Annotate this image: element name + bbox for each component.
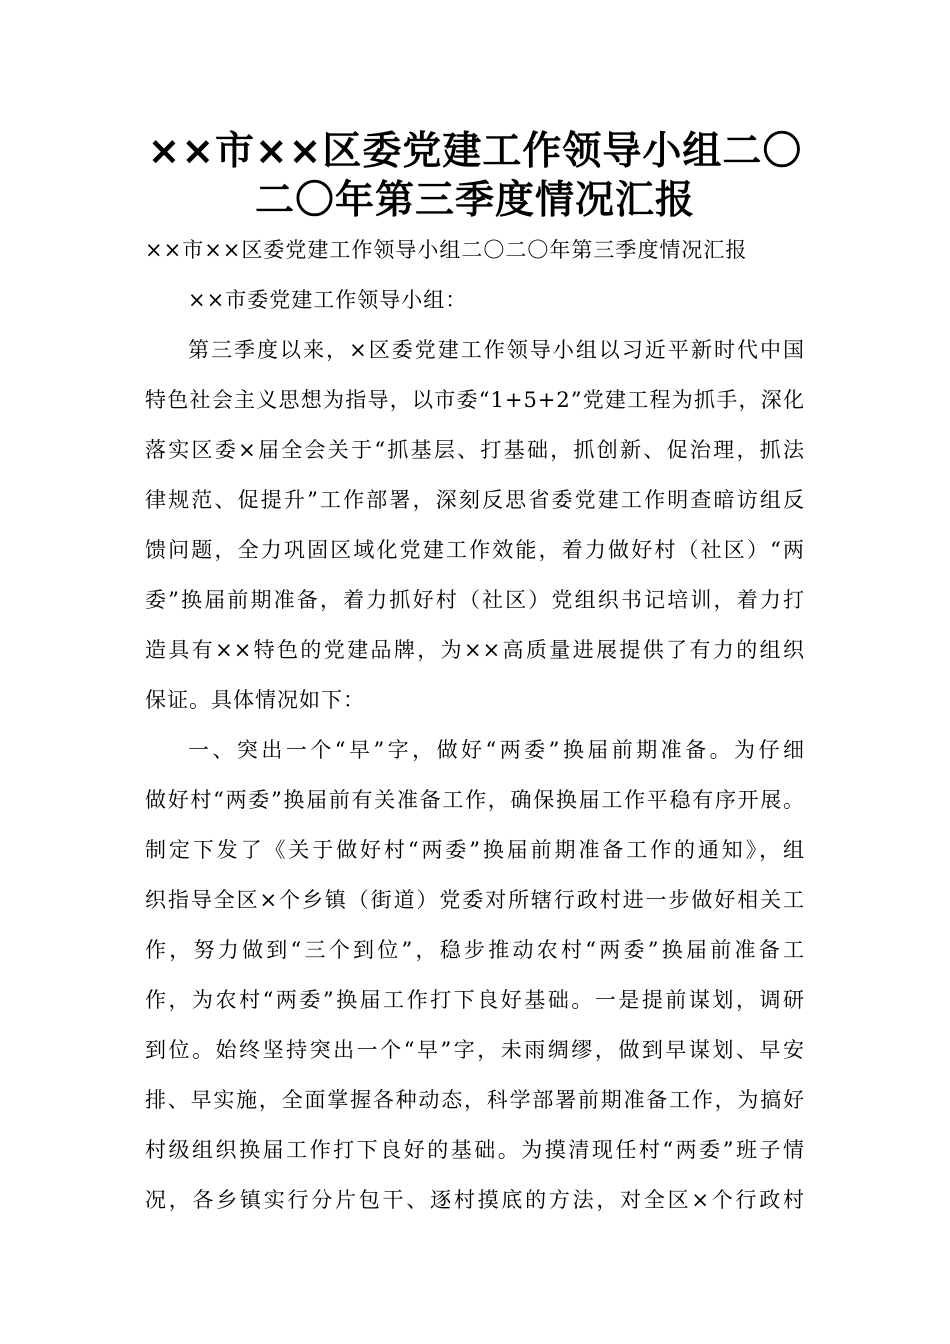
paragraph-1-line: 馈问题，全力巩固区域化党建工作效能，着力做好村（社区）“两 [145,538,805,562]
paragraph-1-line: 第三季度以来，×区委党建工作领导小组以习近平新时代中国 [188,338,805,362]
document-title-line-2: 二〇年第三季度情况汇报 [254,178,695,223]
paragraph-1-line: 律规范、促提升”工作部署，深刻反思省委党建工作明查暗访组反 [145,488,805,512]
paragraph-2-line: 作，努力做到“三个到位”，稳步推动农村“两委”换届前准备工 [145,938,805,962]
paragraph-2-line: 作，为农村“两委”换届工作打下良好基础。一是提前谋划，调研 [145,988,805,1012]
paragraph-2-line: 做好村“两委”换届前有关准备工作，确保换届工作平稳有序开展。 [145,788,805,812]
salutation: ××市委党建工作领导小组： [188,288,468,312]
paragraph-2-line: 村级组织换届工作打下良好的基础。为摸清现任村“两委”班子情 [145,1138,805,1162]
paragraph-2-line: 织指导全区×个乡镇（街道）党委对所辖行政村进一步做好相关工 [145,888,805,912]
paragraph-1-line: 特色社会主义思想为指导，以市委“1+5+2”党建工程为抓手，深化 [145,388,805,412]
paragraph-2-line: 一、突出一个“早”字，做好“两委”换届前期准备。为仔细 [188,738,805,762]
paragraph-2-line: 况，各乡镇实行分片包干、逐村摸底的方法，对全区×个行政村 [145,1188,805,1212]
paragraph-2-line: 制定下发了《关于做好村“两委”换届前期准备工作的通知》，组 [145,838,805,862]
document-subtitle: ××市××区委党建工作领导小组二〇二〇年第三季度情况汇报 [145,238,748,262]
paragraph-2-line: 到位。始终坚持突出一个“早”字，未雨绸缪，做到早谋划、早安 [145,1038,805,1062]
document-title-line-1: ××市××区委党建工作领导小组二〇 [147,129,803,174]
paragraph-1-line: 保证。具体情况如下： [145,688,365,712]
paragraph-1-line: 落实区委×届全会关于“抓基层、打基础，抓创新、促治理，抓法 [145,438,805,462]
paragraph-1-line: 委”换届前期准备，着力抓好村（社区）党组织书记培训，着力打 [145,588,805,612]
paragraph-1-line: 造具有××特色的党建品牌，为××高质量进展提供了有力的组织 [145,638,805,662]
paragraph-2-line: 排、早实施，全面掌握各种动态，科学部署前期准备工作，为搞好 [145,1088,805,1112]
